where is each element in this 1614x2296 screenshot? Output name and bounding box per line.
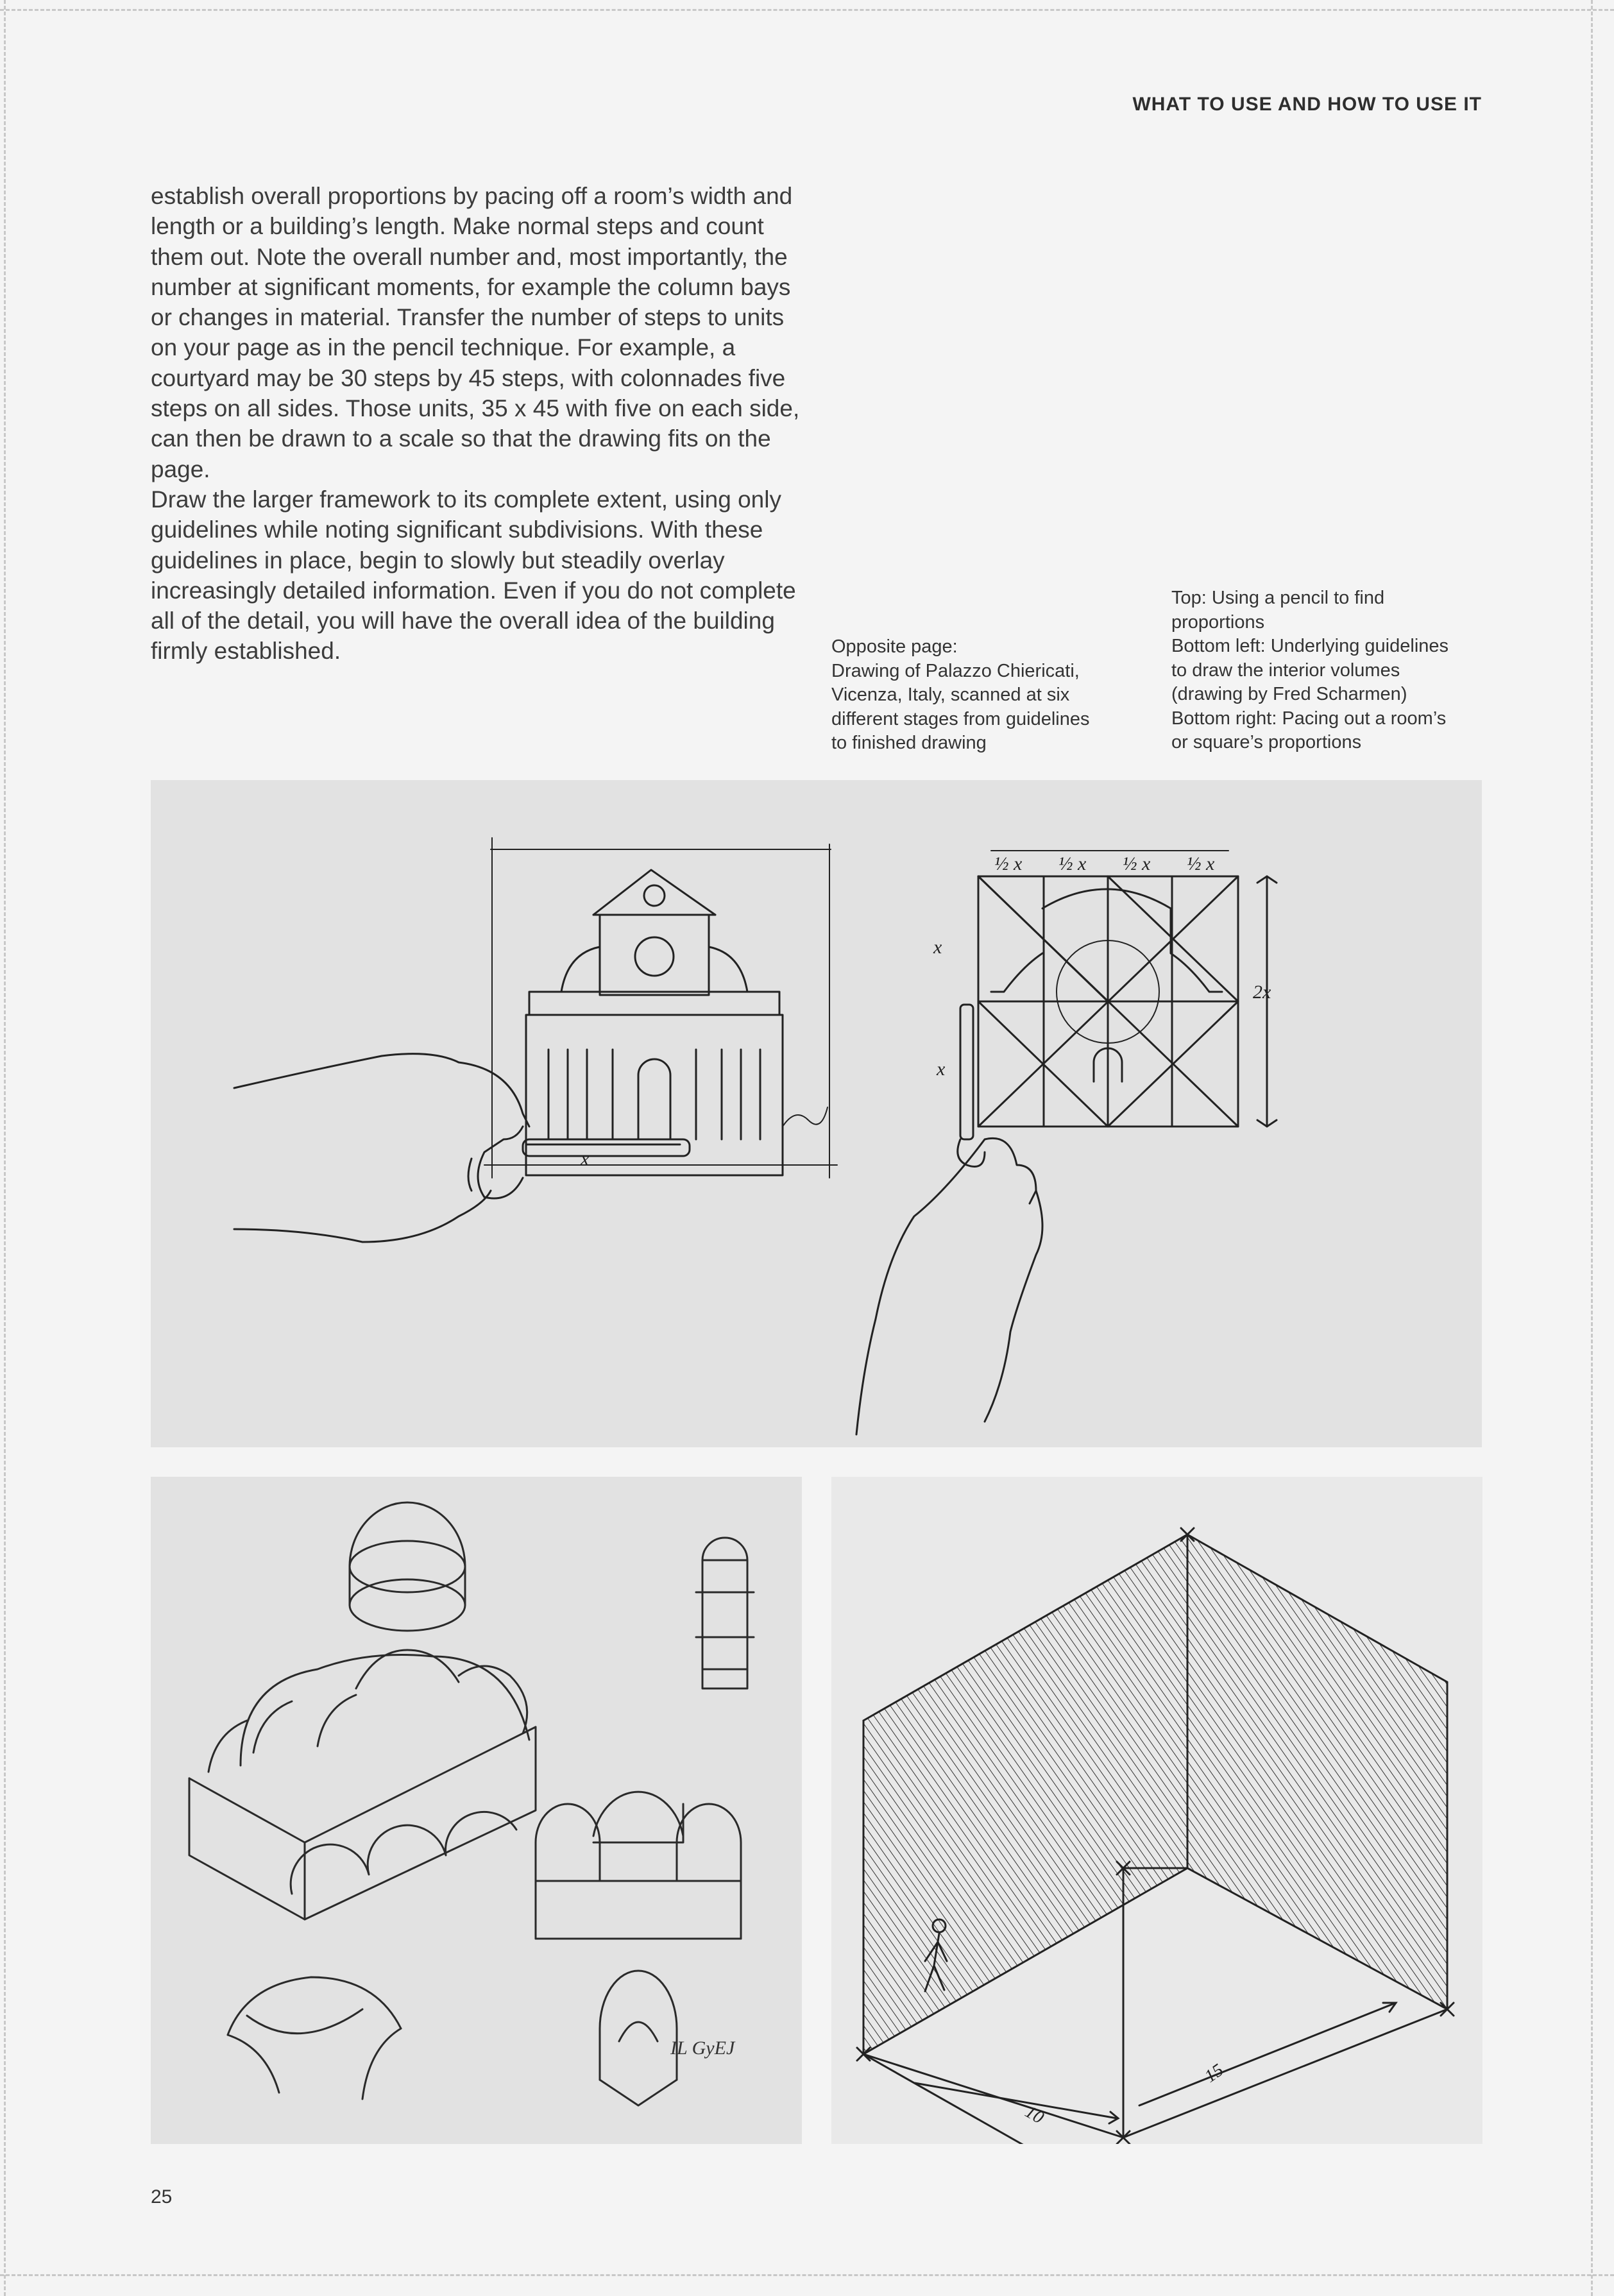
- vault-sketch: [228, 1971, 677, 2105]
- isometric-church-volumes: [189, 1502, 536, 1919]
- body-paragraph-1: establish overall proportions by pacing off a room’s width and length or a building’s length. Make normal steps and count them out. Note the overall number and, most importantly, the number at significant moments, for example the column bays or changes in material. Transfer the number of steps to units on your page as in the pencil technique. For example, a courtyard may be 30 steps by 45 steps, with colonnades five steps on all sides. Those units, 35 x 45 with five on each side, can then be drawn to a scale so that the drawing fits on the page.: [151, 183, 800, 482]
- body-text: [151, 181, 805, 667]
- label-half-x: ½ x: [1123, 853, 1151, 874]
- label-x: x: [933, 937, 942, 958]
- caption-line: to draw the interior volumes: [1171, 659, 1400, 681]
- body-paragraph-2: Draw the larger framework to its complete extent, using only guidelines while noting significant subdivisions. With these guidelines in place, begin to slowly but steadily overlay increasingly detailed information. Even if you do not complete all of the detail, you will have the overall idea of the building firmly established.: [151, 486, 796, 665]
- section-sketch: [536, 1792, 741, 1939]
- caption-line: or square’s proportions: [1171, 732, 1362, 753]
- left-hand-pencil: [234, 1054, 690, 1242]
- label-2x: 2x: [1253, 982, 1271, 1003]
- caption-opposite-page: [831, 635, 1165, 756]
- pencil-proportion-drawing: [151, 780, 1482, 1447]
- pacing-room-drawing: [831, 1477, 1482, 2144]
- figure-interior-volumes: [151, 1477, 802, 2144]
- artist-signature: IL GyEJ: [670, 2037, 735, 2059]
- crop-mark-bottom: [0, 2274, 1614, 2276]
- figure-pencil-proportions: [151, 780, 1482, 1447]
- plan-sketch: [696, 1538, 754, 1688]
- dimension-label: 10: [1021, 2102, 1048, 2129]
- caption-line: Bottom left: Underlying guidelines: [1171, 636, 1449, 656]
- dimension-label: 15: [1201, 2060, 1227, 2087]
- caption-line: (drawing by Fred Scharmen): [1171, 684, 1407, 704]
- crop-mark-top: [0, 9, 1614, 11]
- label-half-x: ½ x: [1058, 853, 1087, 874]
- running-head: WHAT TO USE AND HOW TO USE IT: [1132, 94, 1482, 115]
- caption-line: Vicenza, Italy, scanned at six: [831, 685, 1070, 705]
- crop-mark-right: [1591, 0, 1593, 2296]
- caption-line: proportions: [1171, 611, 1265, 633]
- interior-volumes-drawing: [151, 1477, 802, 2144]
- figure-pacing-room: [831, 1477, 1482, 2144]
- caption-figures: [1171, 586, 1505, 755]
- right-hand-pencil: [856, 1138, 1042, 1434]
- label-x: x: [581, 1148, 590, 1169]
- crop-mark-left: [4, 0, 6, 2296]
- page-number: 25: [151, 2186, 173, 2207]
- caption-line: Top: Using a pencil to find: [1171, 588, 1385, 608]
- facade-sketch: [484, 838, 837, 1178]
- caption-line: Bottom right: Pacing out a room’s: [1171, 708, 1447, 729]
- label-x: x: [937, 1059, 946, 1080]
- proportion-grid-sketch: [960, 851, 1277, 1139]
- caption-line: Drawing of Palazzo Chiericati,: [831, 660, 1080, 681]
- caption-line: different stages from guidelines: [831, 708, 1090, 729]
- caption-line: Opposite page:: [831, 636, 958, 657]
- caption-line: to finished drawing: [831, 733, 987, 753]
- room-walls: [863, 1535, 1447, 2054]
- label-half-x: ½ x: [994, 853, 1023, 874]
- label-half-x: ½ x: [1187, 853, 1215, 874]
